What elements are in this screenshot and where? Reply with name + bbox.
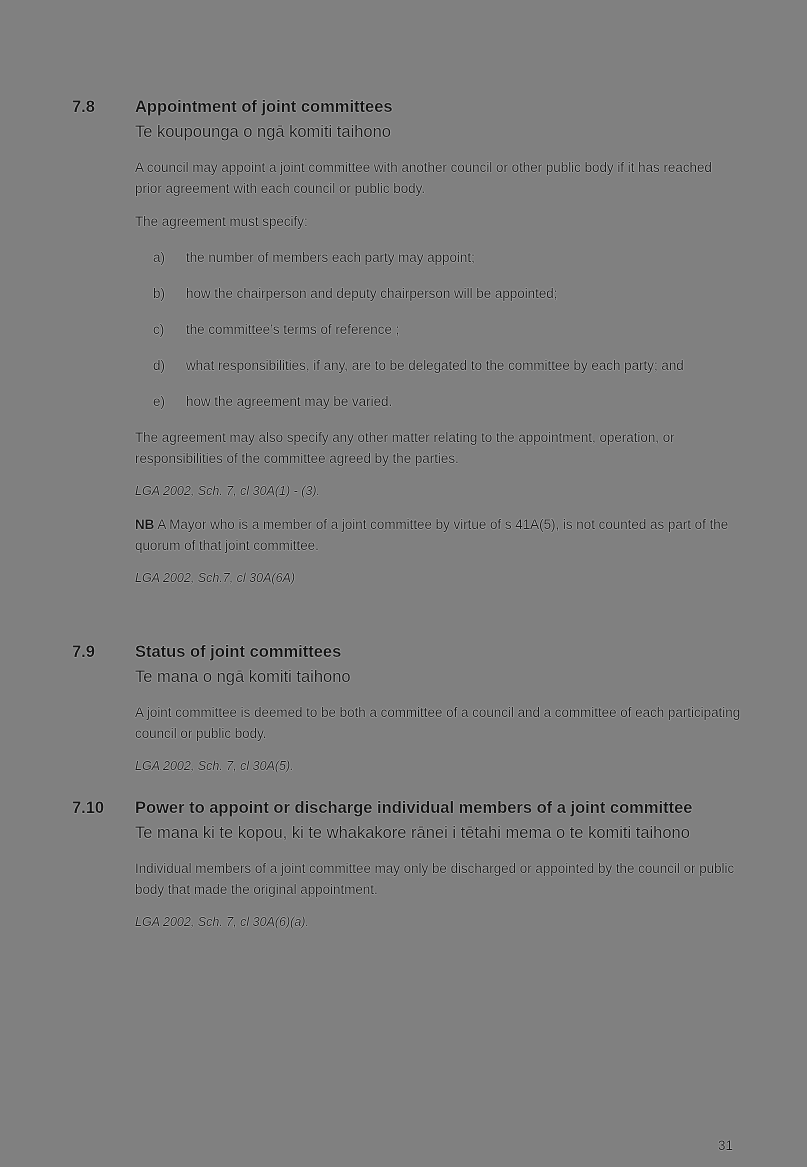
- list-marker: d): [153, 358, 165, 373]
- paragraph: A joint committee is deemed to be both a committee of a council and a committee of each participating council or public body.: [135, 705, 741, 741]
- note-text: A Mayor who is a member of a joint committee by virtue of s 41A(5), is not counted as part of the quorum of that joint committee.: [135, 517, 729, 553]
- list-marker: c): [153, 322, 165, 337]
- list-item: [135, 355, 742, 376]
- section-7-9: [72, 640, 742, 777]
- list-item: [135, 319, 742, 340]
- list-item-text: how the agreement may be varied.: [186, 394, 393, 409]
- paragraph: The agreement may also specify any other matter relating to the appointment, operation, or responsibilities of the committee agreed by the parties.: [135, 430, 675, 466]
- section-7-10: [72, 796, 742, 933]
- section-subtitle-maori: Te mana ki te kopou, ki te whakakore rānei i tētahi mema o te komiti taihono: [135, 824, 690, 842]
- section-title: Status of joint committees: [135, 643, 342, 661]
- section-7-8: [72, 95, 742, 589]
- legal-citation: LGA 2002, Sch. 7, cl 30A(1) - (3).: [135, 484, 321, 498]
- section-heading: [72, 640, 742, 690]
- section-subtitle-maori: Te mana o ngā komiti taihono: [135, 668, 351, 686]
- list-item-text: how the chairperson and deputy chairperson will be appointed;: [186, 286, 558, 301]
- paragraph: A council may appoint a joint committee with another council or other public body if it has reached prior agreement with each council or public body.: [135, 160, 712, 196]
- list-item-text: the number of members each party may appoint;: [186, 250, 475, 265]
- page-number: 31: [718, 1138, 733, 1153]
- list-item: [135, 391, 742, 412]
- section-number: 7.10: [72, 799, 105, 817]
- list-marker: e): [153, 394, 165, 409]
- section-heading: [72, 95, 742, 145]
- list-item-text: what responsibilities, if any, are to be delegated to the committee by each party; and: [186, 358, 684, 373]
- list-item-text: the committee’s terms of reference ;: [186, 322, 400, 337]
- paragraph: Individual members of a joint committee may only be discharged or appointed by the council or public body that made the original appointment.: [135, 861, 735, 897]
- list-item: [135, 283, 742, 304]
- requirements-list: [135, 247, 742, 412]
- list-marker: b): [153, 286, 165, 301]
- list-item: [135, 247, 742, 268]
- section-title: Power to appoint or discharge individual members of a joint committee: [135, 799, 693, 817]
- list-marker: a): [153, 250, 165, 265]
- section-title: Appointment of joint committees: [135, 98, 393, 116]
- note-paragraph: [135, 514, 742, 556]
- legal-citation: LGA 2002, Sch. 7, cl 30A(6)(a).: [135, 915, 309, 929]
- note-label: NB: [135, 517, 155, 532]
- legal-citation: LGA 2002, Sch. 7, cl 30A(5).: [135, 759, 294, 773]
- list-lead: The agreement must specify:: [135, 214, 308, 229]
- legal-citation: LGA 2002, Sch.7, cl 30A(6A): [135, 571, 296, 585]
- section-heading: [72, 796, 742, 846]
- section-subtitle-maori: Te koupounga o ngā komiti taihono: [135, 123, 391, 141]
- section-number: 7.8: [72, 98, 95, 116]
- section-number: 7.9: [72, 643, 95, 661]
